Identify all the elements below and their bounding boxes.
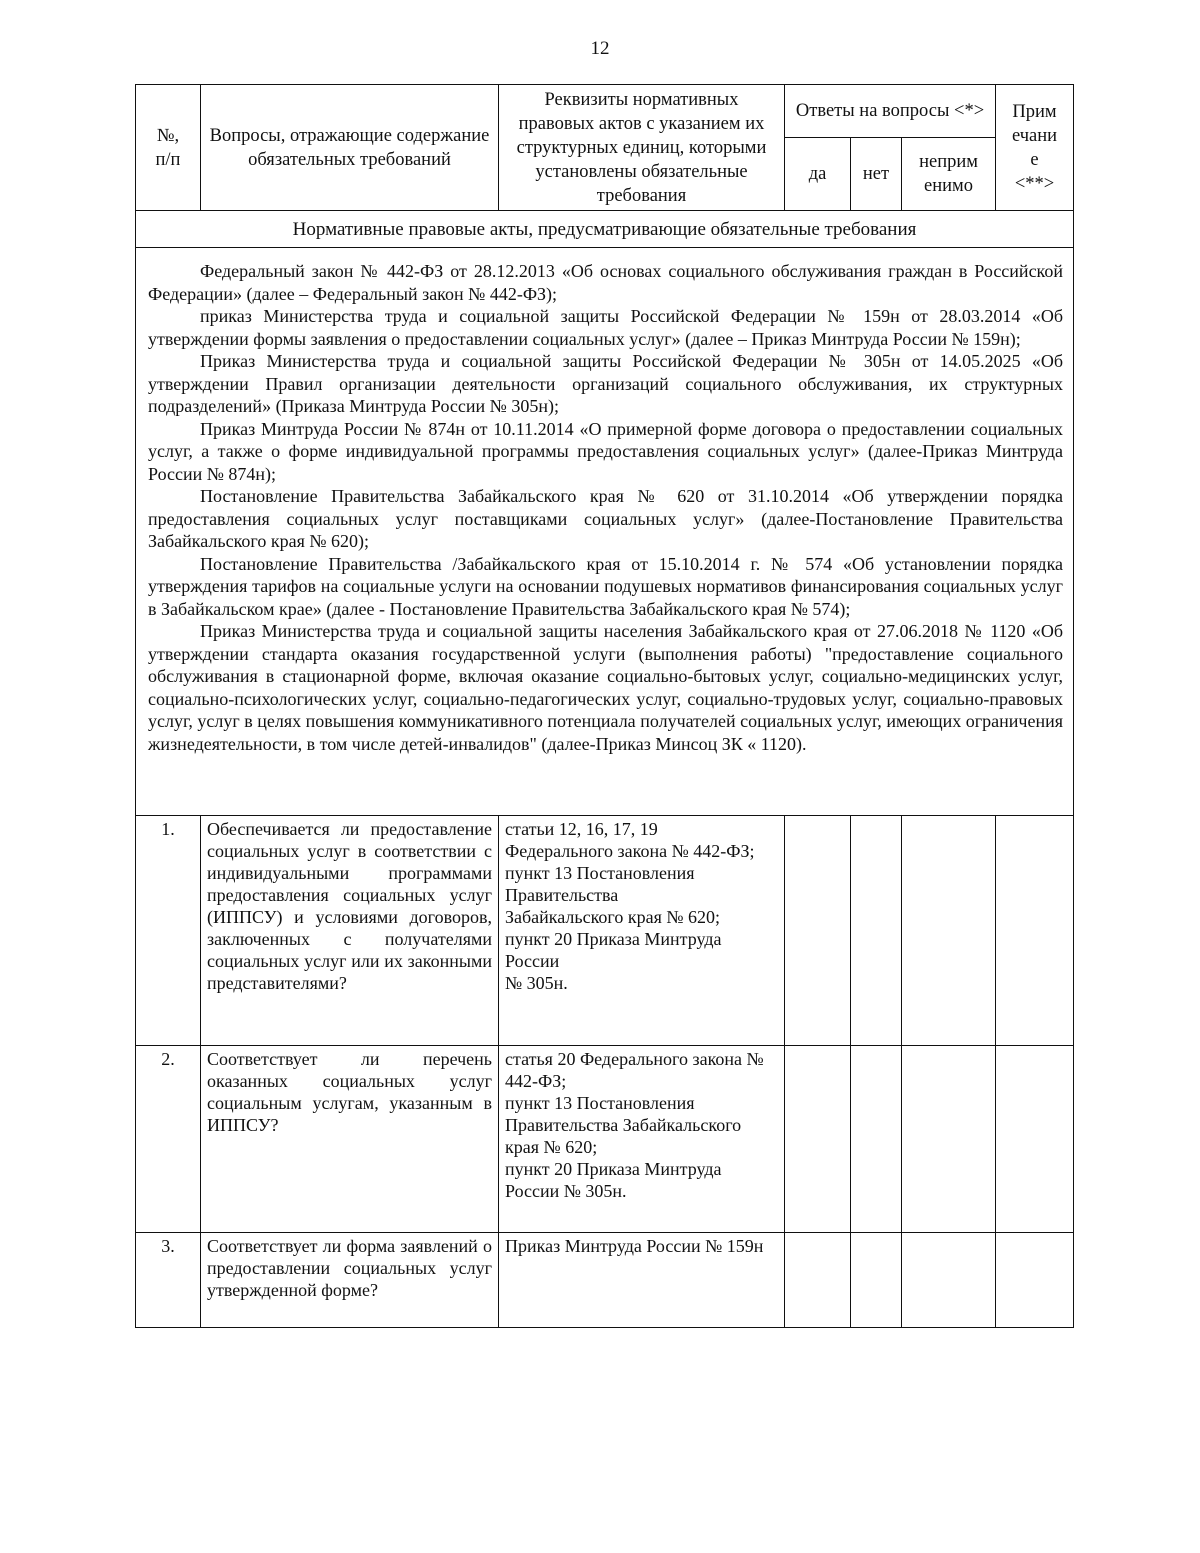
answer-na-cell[interactable] bbox=[902, 816, 996, 1046]
checklist-table bbox=[135, 84, 1074, 1328]
answer-yes-cell[interactable] bbox=[785, 816, 851, 1046]
law-item: приказ Министерства труда и социальной защиты Российской Федерации № 159н от 28.03.2014 «Об утверждении формы заявления о предоставлении социальных услуг» (далее – Приказ Минтруда России № 159н); bbox=[148, 306, 1064, 349]
law-item: Федеральный закон № 442-ФЗ от 28.12.2013 «Об основах социального обслуживания граждан в Российской Федерации» (далее – Федеральный закон № 442-ФЗ); bbox=[148, 261, 1064, 304]
header-row bbox=[136, 85, 1074, 138]
row-requisites: статьи 12, 16, 17, 19 Федерального закона № 442-ФЗ; пункт 13 Постановления Правительства Забайкальского края № 620; пункт 20 Приказа Минтруда России № 305н. bbox=[499, 816, 785, 1046]
row-num: 3. bbox=[136, 1233, 201, 1328]
laws-row bbox=[136, 248, 1074, 816]
header-answers: Ответы на вопросы <*> bbox=[785, 85, 996, 138]
header-requisites: Реквизиты нормативных правовых актов с указанием их структурных единиц, которыми установлены обязательные требования bbox=[499, 85, 785, 211]
row-question: Соответствует ли перечень оказанных социальных услуг социальным услугам, указанным в ИППСУ? bbox=[201, 1046, 499, 1233]
row-question: Соответствует ли форма заявлений о предоставлении социальных услуг утвержденной форме? bbox=[201, 1233, 499, 1328]
note-cell[interactable] bbox=[996, 1233, 1074, 1328]
header-na: неприм енимо bbox=[902, 138, 996, 211]
answer-yes-cell[interactable] bbox=[785, 1233, 851, 1328]
header-note: Прим ечани е <**> bbox=[996, 85, 1074, 211]
law-item: Постановление Правительства /Забайкальского края от 15.10.2014 г. № 574 «Об установлении порядка утверждения тарифов на социальные услуги на основании подушевых нормативов финансирования социальных услуг в Забайкальском крае» (далее - Постановление Правительства Забайкальского края № 574); bbox=[148, 553, 1064, 619]
header-questions: Вопросы, отражающие содержание обязательных требований bbox=[201, 85, 499, 211]
answer-no-cell[interactable] bbox=[851, 1046, 902, 1233]
answer-no-cell[interactable] bbox=[851, 816, 902, 1046]
section-title: Нормативные правовые акты, предусматривающие обязательные требования bbox=[136, 211, 1074, 248]
table-row bbox=[136, 1046, 1074, 1233]
header-no: нет bbox=[851, 138, 902, 211]
note-cell[interactable] bbox=[996, 816, 1074, 1046]
table-row bbox=[136, 1233, 1074, 1328]
header-num: №, п/п bbox=[136, 85, 201, 211]
answer-na-cell[interactable] bbox=[902, 1233, 996, 1328]
row-requisites: Приказ Минтруда России № 159н bbox=[499, 1233, 785, 1328]
law-item: Приказ Министерства труда и социальной защиты населения Забайкальского края от 27.06.2018 № 1120 «Об утверждении стандарта оказания государственной услуги (выполнения работы) "предоставление социального обслуживания в стационарной форме, включая оказание социально-бытовых услуг, социально-медицинских услуг, социально-психологических услуг, социально-педагогических услуг, социально-трудовых услуг, социально-правовых услуг, услуг в целях повышения коммуникативного потенциала получателей социальных услуг, имеющих ограничения жизнедеятельности, в том числе детей-инвалидов" (далее-Приказ Минсоц ЗК « 1120). bbox=[148, 621, 1064, 754]
table-row bbox=[136, 816, 1074, 1046]
section-row bbox=[136, 211, 1074, 248]
row-requisites: статья 20 Федерального закона № 442-ФЗ; пункт 13 Постановления Правительства Забайкальского края № 620; пункт 20 Приказа Минтруда России № 305н. bbox=[499, 1046, 785, 1233]
note-cell[interactable] bbox=[996, 1046, 1074, 1233]
header-yes: да bbox=[785, 138, 851, 211]
law-item: Постановление Правительства Забайкальского края № 620 от 31.10.2014 «Об утверждении порядка предоставления социальных услуг поставщиками социальных услуг» (далее-Постановление Правительства Забайкальского края № 620); bbox=[148, 486, 1064, 551]
row-num: 1. bbox=[136, 816, 201, 1046]
law-item: Приказ Минтруда России № 874н от 10.11.2014 «О примерной форме договора о предоставлении социальных услуг, а также о форме индивидуальной программы предоставления социальных услуг» (далее-Приказ Минтруда России № 874н); bbox=[148, 418, 1064, 484]
row-num: 2. bbox=[136, 1046, 201, 1233]
row-question: Обеспечивается ли предоставление социальных услуг в соответствии с индивидуальными программами предоставления социальных услуг (ИППСУ) и условиями договоров, заключенных с получателями социальных услуг или их законными представителями? bbox=[201, 816, 499, 1046]
laws-list bbox=[136, 248, 1074, 816]
page-number: 12 bbox=[590, 38, 610, 59]
answer-no-cell[interactable] bbox=[851, 1233, 902, 1328]
answer-na-cell[interactable] bbox=[902, 1046, 996, 1233]
law-item: Приказ Министерства труда и социальной защиты Российской Федерации № 305н от 14.05.2025 «Об утверждении Правил организации деятельности организаций социального обслуживания, их структурных подразделений» (Приказа Минтруда России № 305н); bbox=[148, 351, 1064, 416]
answer-yes-cell[interactable] bbox=[785, 1046, 851, 1233]
